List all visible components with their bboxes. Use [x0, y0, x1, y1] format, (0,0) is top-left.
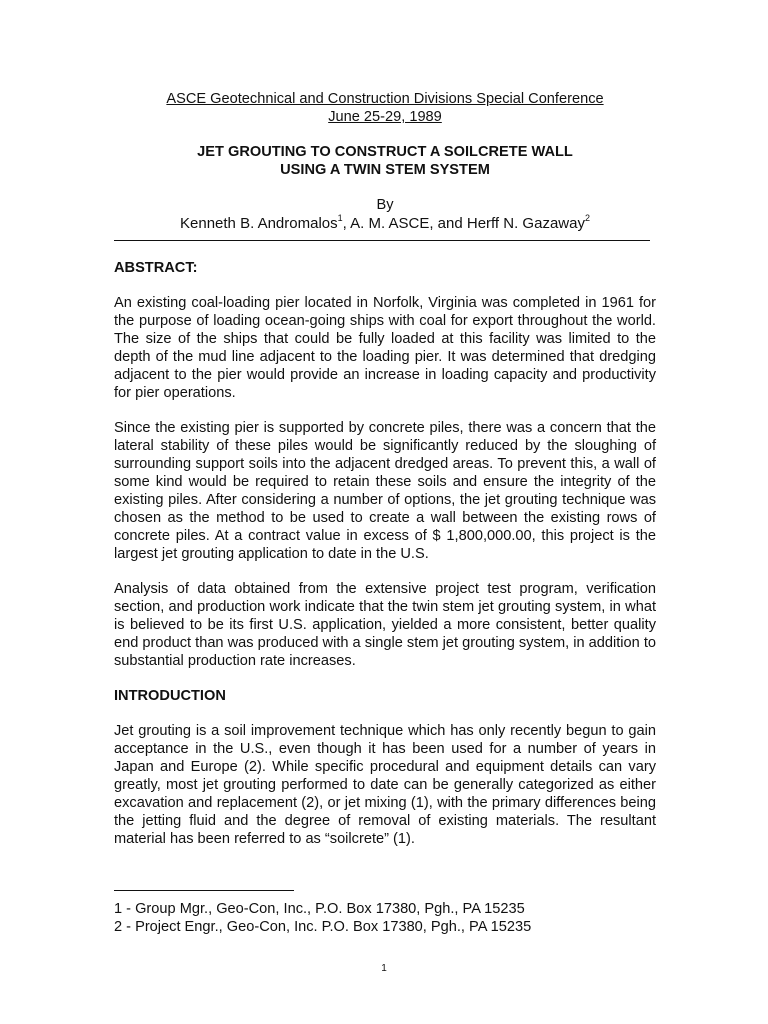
author-1-footnote-mark: 1 [337, 213, 343, 223]
paper-title [114, 143, 656, 179]
author-1: Kenneth B. Andromalos [180, 215, 338, 232]
conference-dates: June 25-29, 1989 [328, 109, 442, 125]
introduction-heading: INTRODUCTION [114, 688, 226, 704]
header-divider [114, 240, 650, 241]
title-line-2: USING A TWIN STEM SYSTEM [280, 162, 490, 178]
byline [114, 196, 656, 233]
abstract-paragraph-2: Since the existing pier is supported by concrete piles, there was a concern that the lateral stability of these piles would be significantly reduced by the sloughing of surrounding support soils into the adjacent dredged areas. To prevent this, a wall of some kind would be required to retain these soils and ensure the integrity of the existing piles. After considering a number of options, the jet grouting technique was chosen as the method to be used to create a wall between the existing rows of concrete piles. At a contract value in excess of $ 1,800,000.00, this project is the largest jet grouting application to date in the U.S. [114, 420, 656, 562]
abstract-paragraph-1: An existing coal-loading pier located in Norfolk, Virginia was completed in 1961 for the purpose of loading ocean-going ships with coal for export throughout the world. The size of the ships that could be fully loaded at this facility was limited to the depth of the mud line adjacent to the loading pier. It was determined that dredging adjacent to the pier would provide an increase in loading capacity and productivity for pier operations. [114, 295, 656, 401]
author-2-footnote-mark: 2 [584, 213, 590, 223]
footnote-divider [114, 890, 294, 891]
introduction-paragraph: Jet grouting is a soil improvement technique which has only recently begun to gain acceptance in the U.S., even though it has been used for a number of years in Japan and Europe (2). While specific procedural and equipment details can vary greatly, most jet grouting performed to date can be generally categorized as either excavation and replacement (2), or jet mixing (1), with the primary differences being the jetting fluid and the degree of removal of existing materials. The resultant material has been referred to as “soilcrete” (1). [114, 723, 656, 847]
author-2: , A. M. ASCE, and Herff N. Gazaway [342, 215, 585, 232]
abstract-paragraph-3: Analysis of data obtained from the extensive project test program, verification section, and production work indicate that the twin stem jet grouting system, in what is believed to be its first U.S. application, yielded a more consistent, better quality end product than was produced with a single stem jet grouting system, in addition to substantial production rate increases. [114, 581, 656, 669]
title-line-1: JET GROUTING TO CONSTRUCT A SOILCRETE WALL [197, 144, 573, 160]
page-number: 1 [381, 963, 387, 974]
footnotes [114, 900, 531, 936]
by-label: By [376, 197, 394, 213]
footnote-1: 1 - Group Mgr., Geo-Con, Inc., P.O. Box 17380, Pgh., PA 15235 [114, 901, 525, 917]
abstract-heading: ABSTRACT: [114, 260, 198, 276]
authors-line [114, 214, 656, 233]
conference-name: ASCE Geotechnical and Construction Divisions Special Conference [166, 91, 604, 107]
footnote-2: 2 - Project Engr., Geo-Con, Inc. P.O. Box 17380, Pgh., PA 15235 [114, 919, 532, 935]
document-page [114, 90, 656, 848]
conference-header [114, 90, 656, 126]
